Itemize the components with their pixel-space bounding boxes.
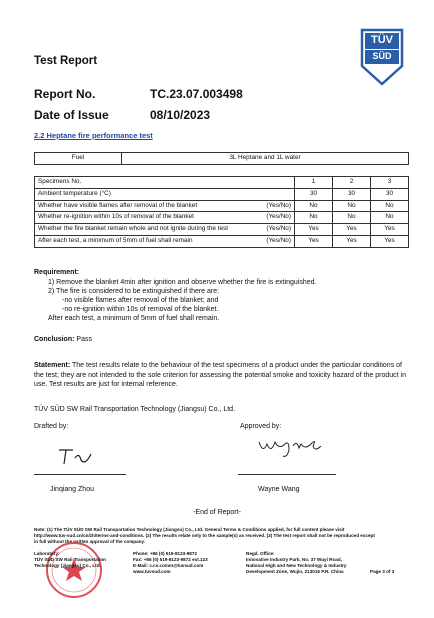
tuv-sud-logo [360, 28, 404, 86]
requirement-line-1: 1) Remove the blanket 4min after ignition and observe whether the fire is extinguished. [48, 279, 317, 286]
conclusion [34, 335, 92, 345]
end-of-report: -End of Report- [193, 509, 241, 516]
specimen-col-3: 3 [371, 177, 409, 189]
table-row [35, 235, 409, 247]
requirement-title: Requirement: [34, 269, 80, 276]
approved-signature-line [238, 474, 336, 475]
cell: No [333, 200, 371, 212]
report-no-label: Report No. [34, 87, 96, 101]
cell: Yes [371, 235, 409, 247]
specimen-col-2: 2 [333, 177, 371, 189]
specimen-col-1: 1 [295, 177, 333, 189]
office-line-4: Development Zone, Wujin, 213015 P.R. China [246, 569, 344, 574]
table-row [35, 224, 409, 236]
contact-phone: Phone: +86 (0) 519-8123-9872 [133, 551, 197, 556]
table-row [35, 188, 409, 200]
row-label: Whether the fire blanket remain whole and not ignite during the test [35, 224, 253, 236]
contact-web: www.tuvsud.com [133, 569, 171, 574]
lab-line-1: Laboratory: [34, 551, 60, 556]
approved-label: Approved by: [240, 423, 282, 430]
row-label: After each test, a minimum of 5mm of fuel shall remain [35, 235, 253, 247]
requirement-line-2: 2) The fire is considered to be extinguished if there are: [48, 288, 220, 295]
drafted-signature-line [34, 474, 126, 475]
conclusion-label: Conclusion: [34, 336, 75, 343]
table-row [35, 200, 409, 212]
cell: No [333, 212, 371, 224]
company-seal [44, 540, 104, 600]
logo-text-bottom: SÜD [372, 51, 392, 61]
footer-note-3: in full without the written approval of the company. [34, 539, 145, 544]
cell: Yes [333, 235, 371, 247]
logo-text-top: TÜV [371, 34, 393, 46]
fuel-label: Fuel [35, 153, 122, 165]
report-no-value: TC.23.07.003498 [150, 87, 243, 101]
office-line-1: Regd. Office: [246, 551, 275, 556]
row-label: Ambient temperature (°C) [35, 188, 295, 200]
cell: No [295, 200, 333, 212]
contact-email: E-Mail: c.cs.comm@tuvsud.com [133, 563, 204, 568]
table-row [35, 212, 409, 224]
signature-drafted [55, 444, 95, 468]
cell: No [371, 212, 409, 224]
cell: No [371, 200, 409, 212]
statement-label: Statement: [34, 362, 71, 369]
date-value: 08/10/2023 [150, 108, 211, 122]
fuel-table [34, 152, 409, 165]
statement [34, 361, 406, 390]
requirement-line-5: After each test, a minimum of 5mm of fuel shall remain. [48, 315, 220, 322]
lab-line-3: Technology (Jiangsu) Co., Ltd. [34, 563, 101, 568]
approved-name: Wayne Wang [258, 486, 300, 493]
footer-note-1: Note: (1) The TÜV SÜD SW Rail Transportation Technology (Jiangsu) Co., Ltd. General Terms & Conditions applied, for full content please visit [34, 527, 345, 532]
drafted-name: Jinqiang Zhou [50, 486, 94, 493]
cell: No [295, 212, 333, 224]
section-title: 2.2 Heptane fire performance test [34, 131, 153, 140]
cell: 30 [371, 188, 409, 200]
conclusion-value: Pass [76, 336, 92, 343]
contact-fax: Fax: +86 (0) 519-8123-9872 ext.123 [133, 557, 208, 562]
results-table [34, 176, 409, 248]
office-line-3: National High and New Technology & Industry [246, 563, 347, 568]
fuel-value: 3L Heptane and 1L water [122, 153, 409, 165]
statement-text: The test results relate to the behaviour of the test specimens of a product under the particular conditions of the test; they are not intended to the sole criterion for assessing the potential smoke and toxicity hazard of the product in use. Test results are just for internal reference. [34, 362, 406, 388]
requirement-line-3: -no visible flames after removal of the blanket; and [62, 297, 219, 304]
page-number: Page 3 of 3 [370, 569, 395, 574]
footer-note-2: http://www.tuv-sud.cn/cn/zh/terms-and-conditions. (2) The results relate only to the sample(s) as received. (3) The test report shall not be reproduced except [34, 533, 375, 538]
cell: Yes [371, 224, 409, 236]
office-line-2: Innovative Industry Park, No. 37 Wuyi Road, [246, 557, 342, 562]
row-label: Whether re-ignition within 10s of removal of the blanket [35, 212, 253, 224]
specimens-label: Specimens No. [35, 177, 295, 189]
report-title: Test Report [34, 55, 98, 67]
requirement-line-4: -no re-ignition within 10s of removal of the blanket. [62, 306, 219, 313]
cell: Yes [295, 235, 333, 247]
row-unit: (Yes/No) [252, 235, 295, 247]
company-name: TÜV SÜD SW Rail Transportation Technology (Jiangsu) Co., Ltd. [34, 406, 236, 413]
row-unit: (Yes/No) [252, 212, 295, 224]
row-label: Whether have visible flames after removal of the blanket [35, 200, 253, 212]
table-header-row [35, 177, 409, 189]
signature-approved [255, 430, 325, 460]
drafted-label: Drafted by: [34, 423, 69, 430]
cell: Yes [333, 224, 371, 236]
cell: Yes [295, 224, 333, 236]
row-unit: (Yes/No) [252, 224, 295, 236]
cell: 30 [295, 188, 333, 200]
date-label: Date of Issue [34, 108, 109, 122]
row-unit: (Yes/No) [252, 200, 295, 212]
cell: 30 [333, 188, 371, 200]
lab-line-2: TÜV SÜD SW Rail Transportation [34, 557, 106, 562]
